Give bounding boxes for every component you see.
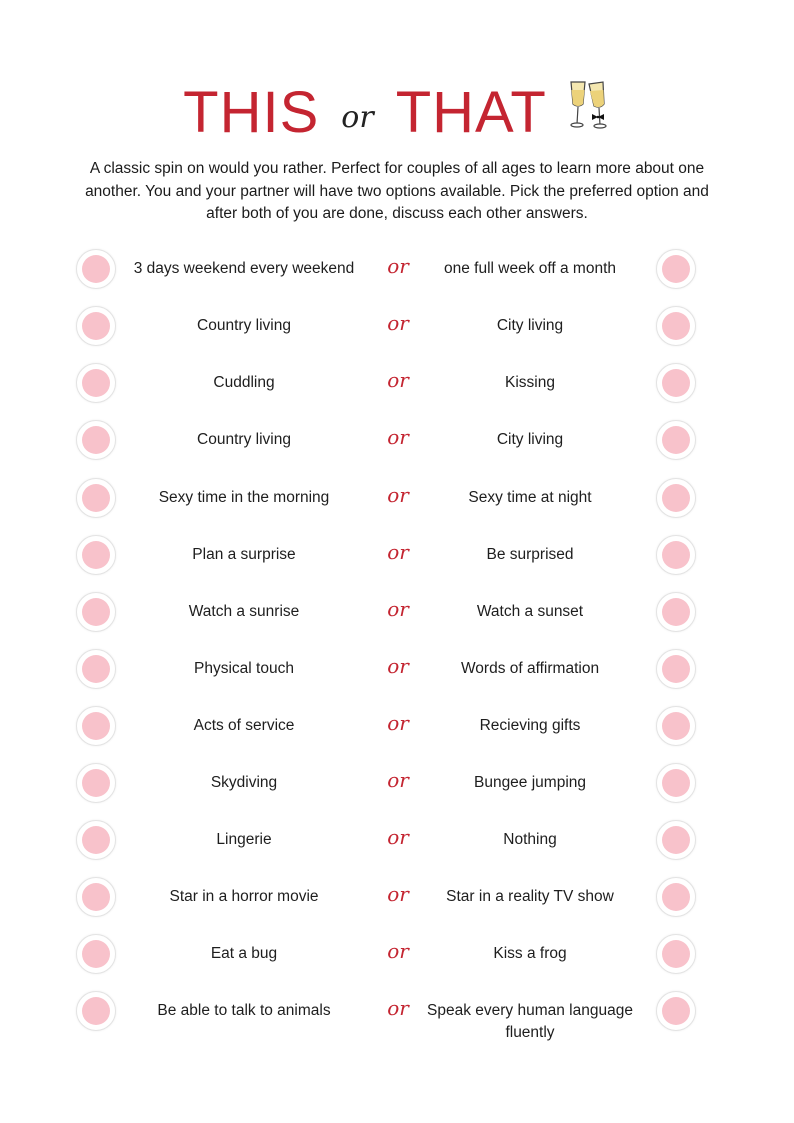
right-choice-circle[interactable] (656, 763, 696, 803)
left-choice-circle[interactable] (76, 934, 116, 974)
right-option-text: Kiss a frog (493, 945, 567, 962)
right-choice-circle[interactable] (656, 420, 696, 460)
left-option-text: Be able to talk to animals (157, 1002, 331, 1019)
or-divider: or (387, 311, 409, 335)
choice-row (0, 297, 794, 355)
page-title (0, 78, 794, 148)
choice-row (0, 754, 794, 812)
right-choice-circle[interactable] (656, 991, 696, 1031)
or-divider: or (387, 939, 409, 963)
left-choice-circle[interactable] (76, 363, 116, 403)
left-choice-circle[interactable] (76, 306, 116, 346)
or-divider: or (387, 654, 409, 678)
left-choice-circle[interactable] (76, 991, 116, 1031)
left-choice-circle[interactable] (76, 877, 116, 917)
title-this: THIS (183, 80, 320, 145)
left-choice-circle[interactable] (76, 706, 116, 746)
left-choice-circle[interactable] (76, 649, 116, 689)
or-divider: or (387, 254, 409, 278)
left-choice-circle[interactable] (76, 535, 116, 575)
left-option-text: Physical touch (194, 660, 294, 677)
left-option-text: 3 days weekend every weekend (133, 260, 355, 277)
right-option-text: Words of affirmation (460, 660, 600, 677)
choice-row (0, 925, 794, 983)
choice-row (0, 640, 794, 698)
or-divider: or (387, 425, 409, 449)
left-option-text: Star in a horror movie (169, 888, 319, 905)
choice-row (0, 240, 794, 298)
right-option-text: Star in a reality TV show (446, 888, 614, 905)
right-choice-circle[interactable] (656, 820, 696, 860)
right-option-text: one full week off a month (443, 260, 617, 277)
left-option-text: Plan a surprise (192, 546, 296, 563)
right-option-text: City living (496, 317, 564, 334)
right-choice-circle[interactable] (656, 306, 696, 346)
left-choice-circle[interactable] (76, 592, 116, 632)
left-option-text: Lingerie (216, 831, 272, 848)
right-choice-circle[interactable] (656, 249, 696, 289)
right-option-text: City living (496, 431, 564, 448)
right-option-text: Sexy time at night (468, 489, 592, 506)
or-divider: or (387, 597, 409, 621)
choice-row (0, 411, 794, 469)
right-option-text: Kissing (505, 374, 555, 391)
left-option-text: Acts of service (193, 717, 295, 734)
or-divider: or (387, 825, 409, 849)
intro-text: A classic spin on would you rather. Perfect for couples of all ages to learn more about one another. You and your partner will have two options available. Pick the preferred option and after both of you are done, discuss each other answers. (85, 160, 709, 222)
left-option-text: Skydiving (210, 774, 278, 791)
or-divider: or (387, 483, 409, 507)
left-option-text: Country living (197, 431, 291, 448)
or-divider: or (387, 768, 409, 792)
choice-row (0, 354, 794, 412)
right-choice-circle[interactable] (656, 649, 696, 689)
right-option-text: Nothing (503, 831, 557, 848)
right-choice-circle[interactable] (656, 592, 696, 632)
or-divider: or (387, 540, 409, 564)
title-that: THAT (395, 80, 547, 145)
left-option-text: Sexy time in the morning (158, 489, 330, 506)
right-choice-circle[interactable] (656, 535, 696, 575)
right-choice-circle[interactable] (656, 363, 696, 403)
left-choice-circle[interactable] (76, 820, 116, 860)
right-choice-circle[interactable] (656, 478, 696, 518)
or-divider: or (387, 368, 409, 392)
left-choice-circle[interactable] (76, 420, 116, 460)
right-option-text: Watch a sunset (476, 603, 584, 620)
or-divider: or (387, 882, 409, 906)
left-option-text: Watch a sunrise (188, 603, 300, 620)
left-option-text: Cuddling (213, 374, 275, 391)
choice-row (0, 811, 794, 869)
or-divider: or (387, 711, 409, 735)
left-choice-circle[interactable] (76, 249, 116, 289)
right-option-text: Speak every human language fluently (427, 1002, 633, 1041)
choice-row (0, 697, 794, 755)
right-option-text: Be surprised (486, 546, 574, 563)
left-choice-circle[interactable] (76, 763, 116, 803)
champagne-glasses-icon (565, 78, 611, 141)
left-option-text: Eat a bug (210, 945, 278, 962)
choice-row (0, 868, 794, 926)
title-or: or (341, 99, 374, 135)
right-choice-circle[interactable] (656, 877, 696, 917)
or-divider: or (387, 996, 409, 1020)
choice-row (0, 469, 794, 527)
right-choice-circle[interactable] (656, 934, 696, 974)
left-option-text: Country living (197, 317, 291, 334)
right-option-text: Bungee jumping (473, 774, 587, 791)
right-choice-circle[interactable] (656, 706, 696, 746)
choice-row (0, 982, 794, 1040)
choice-row (0, 583, 794, 641)
left-choice-circle[interactable] (76, 478, 116, 518)
choice-row (0, 526, 794, 584)
right-option-text: Recieving gifts (479, 717, 581, 734)
